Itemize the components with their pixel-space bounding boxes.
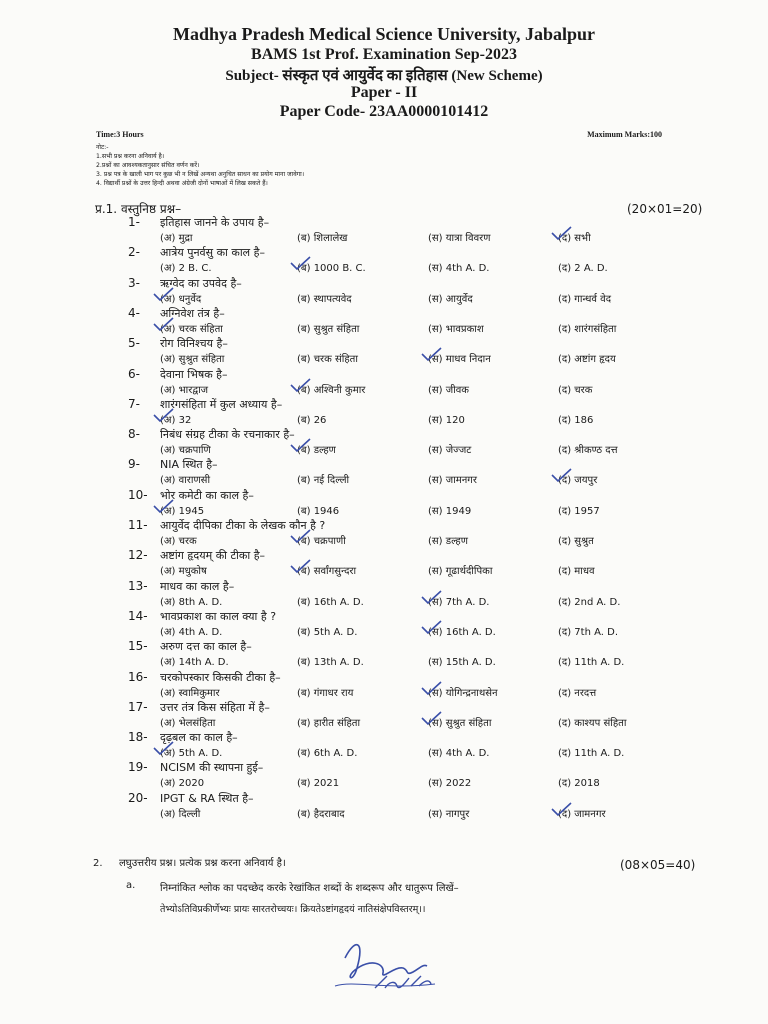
answer-option: (ब) 2021: [297, 778, 340, 790]
answer-option: (स) 4th A. D.: [428, 748, 490, 760]
answer-option: (स) यात्रा विवरण: [428, 233, 491, 244]
answer-option: (द) काश्यप संहिता: [558, 717, 627, 729]
answer-option: (ब) हैदराबाद: [297, 808, 345, 820]
note-line: 3. प्रश्न पत्र के खाली भाग पर कुछ भी न लिखें अन्यथा अनुचित साधन का प्रयोग माना जावेगा।: [96, 171, 305, 178]
answer-option: (स) जेज्जट: [428, 445, 472, 457]
question-text: उत्तर तंत्र किस संहिता में है–: [160, 700, 270, 714]
answer-option: (ब) डल्हण: [297, 442, 336, 456]
answer-option: (ब) स्थापत्यवेद: [297, 293, 352, 305]
answer-option: (ब) 1946: [297, 505, 340, 517]
answer-option: (अ) मधुकोष: [160, 566, 207, 578]
answer-option: (अ) धनुर्वेद: [160, 291, 201, 305]
note-line: 4. विद्यार्थी प्रश्नों के उत्तर हिन्दी अथवा अंग्रेजी दोनों भाषाओं में लिख सकते हैं।: [96, 180, 268, 187]
answer-option: (अ) 14th A. D.: [160, 657, 229, 669]
answer-option: (अ) भारद्वाज: [160, 384, 209, 396]
question-row: [0, 427, 768, 458]
question-text: निबंध संग्रह टीका के रचनाकार है–: [160, 428, 295, 442]
section-2-heading: [93, 855, 286, 869]
answer-option: (द) 2nd A. D.: [558, 596, 621, 608]
check-mark-icon: [420, 347, 442, 361]
answer-option: (द) गान्धर्व वेद: [558, 293, 612, 305]
question-text: भावप्रकाश का काल क्या है ?: [160, 609, 277, 623]
answer-option: (स) गूढार्थदीपिका: [428, 566, 493, 578]
answer-option: (द) अष्टांग हृदय: [558, 354, 616, 366]
question-text: ऋग्वेद का उपवेद है–: [160, 276, 242, 290]
answer-option: (द) नरदत्त: [558, 687, 597, 699]
note-line: 2.प्रश्नों का आवश्यकतानुसार संचित वर्णन करें।: [96, 162, 200, 169]
answer-option: (स) जीवक: [428, 384, 469, 396]
question-number: 8-: [128, 427, 140, 442]
check-mark-icon: [289, 378, 311, 392]
question-number: 7-: [128, 396, 140, 411]
answer-option: (ब) गंगाधर राय: [297, 687, 354, 699]
answer-option: (ब) नई दिल्ली: [297, 475, 350, 487]
section-2-label: 2.: [93, 858, 103, 869]
answer-option: (स) 16th A. D.: [428, 624, 496, 638]
question-text: देवाना भिषक है–: [160, 367, 228, 381]
question-row: [0, 579, 768, 610]
question-number: 9-: [128, 457, 140, 472]
answer-option: (द) सभी: [558, 230, 591, 244]
question-row: [0, 518, 768, 549]
answer-option: (ब) सर्वांगसुन्दरा: [297, 563, 356, 577]
question-row: [0, 457, 768, 488]
check-mark-icon: [289, 559, 311, 573]
subject-title: Subject- संस्कृत एवं आयुर्वेद का इतिहास (New Scheme): [225, 68, 543, 84]
question-row: [0, 700, 768, 731]
answer-option: (अ) चरक संहिता: [160, 321, 223, 335]
answer-option: (द) 7th A. D.: [558, 626, 618, 638]
answer-option: (अ) 4th A. D.: [160, 626, 223, 638]
question-number: 16-: [128, 669, 148, 684]
answer-option: (द) 2 A. D.: [558, 263, 608, 275]
question-text: चरकोपस्कार किसकी टीका है–: [160, 670, 281, 684]
signature-icon: [325, 928, 445, 998]
instructions-notes: [96, 143, 304, 188]
paper-code: Paper Code- 23AA0000101412: [279, 103, 489, 120]
question-number: 6-: [128, 366, 140, 381]
question-text: रोग विनिश्चय है–: [160, 337, 228, 351]
answer-option: (ब) अश्विनी कुमार: [297, 382, 365, 396]
question-row: [0, 730, 768, 761]
answer-option: (स) नागपुर: [428, 808, 470, 820]
answer-option: (स) 1949: [428, 505, 472, 517]
answer-option: (स) भावप्रकाश: [428, 323, 484, 335]
answer-option: (द) चरक: [558, 384, 593, 396]
section-1-title: वस्तुनिष्ठ प्रश्न–: [121, 202, 182, 216]
answer-option: (ब) चरक संहिता: [297, 354, 358, 366]
question-number: 3-: [128, 275, 140, 290]
answer-option: (स) आयुर्वेद: [428, 293, 473, 305]
answer-option: (अ) 8th A. D.: [160, 596, 223, 608]
answer-option: (अ) चक्रपाणि: [160, 445, 211, 457]
answer-option: (द) 11th A. D.: [558, 748, 625, 760]
answer-option: (ब) सुश्रुत संहिता: [297, 323, 360, 335]
question-text: NCISM की स्थापना हुई–: [160, 761, 264, 775]
answer-option: (ब) शिलालेख: [297, 233, 348, 244]
question-number: 12-: [128, 548, 148, 563]
answer-option: (द) माधव: [558, 566, 595, 578]
question-number: 1-: [128, 215, 140, 229]
question-text: भोर कमेटी का काल है–: [160, 488, 254, 502]
sub-question-verse: तेभ्योऽतिविप्रकीर्णेभ्यः प्रायः सारतरोच्चयः। क्रियतेऽष्टांगहृदयं नातिसंक्षेपविस्तरम्।।: [160, 904, 426, 915]
answer-option: (द) श्रीकण्ठ दत्त: [558, 445, 618, 457]
question-text: माधव का काल है–: [160, 579, 235, 593]
answer-option: (अ) मुद्रा: [160, 233, 193, 244]
question-text: IPGT & RA स्थित है–: [160, 791, 254, 805]
answer-option: (द) 1957: [558, 505, 600, 517]
question-text: अरुण दत्त का काल है–: [160, 640, 252, 654]
question-text: अग्निवेश तंत्र है–: [160, 306, 225, 320]
answer-option: (स) 2022: [428, 778, 472, 790]
answer-option: (स) माधव निदान: [428, 351, 491, 365]
check-mark-icon: [420, 681, 442, 695]
time-label: Time:3 Hours: [96, 130, 144, 139]
question-row: [0, 367, 768, 398]
check-mark-icon: [550, 468, 572, 482]
note-line: नोट:-: [96, 144, 109, 151]
paper-title: Paper - II: [350, 84, 418, 101]
answer-option: (अ) 32: [160, 412, 191, 426]
answer-option: (ब) चक्रपाणी: [297, 533, 346, 547]
answer-option: (द) 11th A. D.: [558, 657, 625, 669]
check-mark-icon: [420, 590, 442, 604]
check-mark-icon: [420, 620, 442, 634]
question-row: [0, 276, 768, 307]
question-row: [0, 609, 768, 640]
answer-option: (अ) वाराणसी: [160, 475, 211, 487]
answer-option: (स) योगिन्द्रनाथसेन: [428, 685, 498, 699]
question-number: 4-: [128, 305, 140, 320]
question-text: अष्टांग हृदयम् की टीका है–: [160, 549, 266, 563]
answer-option: (अ) सुश्रुत संहिता: [160, 354, 225, 366]
max-marks-label: Maximum Marks:100: [587, 130, 662, 139]
answer-option: (द) जयपुर: [558, 472, 597, 486]
question-text: आत्रेय पुनर्वसु का काल है–: [160, 246, 265, 260]
question-text: NIA स्थित है–: [160, 458, 218, 472]
answer-option: (स) 7th A. D.: [428, 594, 489, 608]
exam-title: BAMS 1st Prof. Examination Sep-2023: [251, 46, 517, 63]
question-number: 20-: [128, 790, 148, 805]
question-number: 17-: [128, 699, 148, 714]
answer-option: (स) डल्हण: [428, 536, 468, 547]
question-number: 5-: [128, 336, 140, 351]
answer-option: (स) 4th A. D.: [428, 263, 490, 275]
question-number: 19-: [128, 760, 148, 775]
answer-option: (अ) 1945: [160, 503, 204, 517]
question-row: [0, 791, 768, 822]
section-1-marks: (20×01=20): [627, 202, 703, 216]
answer-option: (अ) 2020: [160, 778, 205, 790]
question-row: [0, 548, 768, 579]
answer-option: (ब) 1000 B. C.: [297, 260, 366, 274]
section-2-marks: (08×05=40): [620, 858, 696, 872]
answer-option: (स) 120: [428, 414, 465, 426]
question-number: 11-: [128, 518, 148, 532]
answer-option: (ब) 13th A. D.: [297, 657, 364, 669]
answer-option: (ब) 26: [297, 414, 327, 426]
question-row: [0, 336, 768, 367]
answer-option: (अ) 2 B. C.: [160, 263, 212, 275]
question-row: [0, 670, 768, 701]
answer-option: (अ) भेलसंहिता: [160, 717, 216, 729]
question-row: [0, 488, 768, 519]
answer-option: (द) 186: [558, 414, 594, 426]
answer-option: (अ) 5th A. D.: [160, 745, 222, 759]
answer-option: (द) शारंगसंहिता: [558, 323, 617, 335]
answer-option: (अ) चरक: [160, 536, 197, 547]
question-number: 13-: [128, 578, 148, 593]
answer-option: (अ) दिल्ली: [160, 808, 201, 820]
check-mark-icon: [550, 226, 572, 240]
answer-option: (स) सुश्रुत संहिता: [428, 715, 491, 729]
sub-question-text: निम्नांकित श्लोक का पदच्छेद करके रेखांकित शब्दों के शब्दरूप और धातुरूप लिखें–: [160, 883, 459, 894]
question-number: 10-: [128, 487, 148, 502]
question-text: शारंगसंहिता में कुल अध्याय है–: [160, 397, 283, 411]
sub-question-label: a.: [126, 880, 136, 891]
university-title: Madhya Pradesh Medical Science University, Jabalpur: [173, 24, 595, 44]
question-row: [0, 245, 768, 276]
question-number: 14-: [128, 608, 148, 623]
answer-option: (ब) हारीत संहिता: [297, 717, 361, 729]
question-number: 15-: [128, 639, 148, 654]
question-row: [0, 760, 768, 791]
check-mark-icon: [289, 256, 311, 270]
answer-option: (द) जामनगर: [558, 806, 606, 820]
question-text: इतिहास जानने के उपाय है–: [160, 216, 270, 229]
check-mark-icon: [420, 711, 442, 725]
answer-option: (ब) 6th A. D.: [297, 748, 358, 760]
section-1-label: प्र.1.: [95, 202, 118, 216]
answer-option: (स) 15th A. D.: [428, 657, 496, 669]
question-text: दृढ़बल का काल है–: [160, 731, 238, 745]
section-2-title: लघुउत्तरीय प्रश्न। प्रत्येक प्रश्न करना अनिवार्य है।: [119, 858, 286, 869]
question-number: 2-: [128, 245, 140, 260]
answer-option: (अ) स्वामिकुमार: [160, 687, 220, 699]
question-row: [0, 215, 768, 246]
question-row: [0, 306, 768, 337]
answer-option: (ब) 5th A. D.: [297, 626, 358, 638]
check-mark-icon: [550, 802, 572, 816]
question-row: [0, 639, 768, 670]
question-text: आयुर्वेद दीपिका टीका के लेखक कौन है ?: [160, 519, 326, 532]
question-number: 18-: [128, 730, 148, 745]
answer-option: (द) 2018: [558, 778, 600, 790]
answer-option: (द) सुश्रुत: [558, 536, 594, 547]
answer-option: (स) जामनगर: [428, 475, 478, 487]
question-row: [0, 397, 768, 428]
note-line: 1.सभी प्रश्न करना अनिवार्य है।: [96, 153, 165, 160]
answer-option: (ब) 16th A. D.: [297, 596, 364, 608]
